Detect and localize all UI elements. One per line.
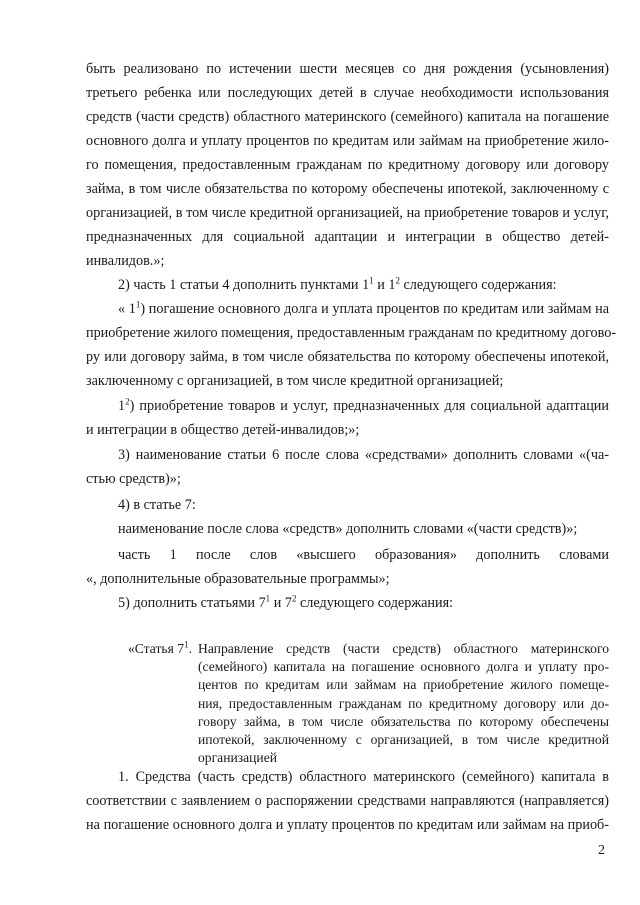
text-line: го помещения, предоставленным гражданам по кредитному договору или договору: [86, 157, 609, 173]
text-line: соответствии с заявлением о распоряжении средствами направляются (направляется): [86, 793, 609, 809]
superscript: 2: [291, 593, 297, 604]
article-title-line: ния, предоставленным гражданам по кредитному договору или до-: [198, 695, 609, 711]
item-2-text: следующего содержания:: [399, 277, 557, 293]
item-5-text: 5) дополнить статьями 7: [118, 595, 266, 611]
article-heading: [128, 640, 609, 767]
article-heading-first-line: [128, 640, 609, 658]
item-4-subpoint: часть 1 после слов «высшего образования» дополнить словами: [118, 547, 609, 563]
point-1-2: [118, 397, 609, 415]
point-text: « 1: [118, 301, 136, 317]
superscript: 1: [135, 299, 141, 310]
point-text: ) погашение основного долга и уплата процентов по кредитам или займам на: [140, 301, 609, 317]
text-line: стью средств)»;: [86, 471, 181, 487]
item-5-text: и 7: [270, 595, 292, 611]
clause-1: 1. Средства (часть средств) областного материнского (семейного) капитала в: [118, 769, 609, 785]
article-title-line: организацией: [198, 750, 278, 766]
text-line: ру или договору займа, в том числе обязательства по которому обеспечены ипотекой,: [86, 349, 609, 365]
article-title: Направление средств (части средств) областного материнского: [198, 641, 609, 656]
superscript: 2: [395, 275, 400, 286]
item-4-subpoint: наименование после слова «средств» дополнить словами «(части средств)»;: [118, 521, 578, 537]
text-line: инвалидов.»;: [86, 253, 165, 269]
item-2: [118, 276, 609, 294]
item-2-text: и 1: [373, 277, 396, 293]
text-line: заключенному с организацией, в том числе кредитной организацией;: [86, 373, 504, 389]
superscript: 2: [125, 396, 130, 407]
text-line: приобретение жилого помещения, предоставленным гражданам по кредитному догово-: [86, 325, 617, 341]
text-line: средств (части средств) областного материнского (семейного) капитала на погашение: [86, 109, 609, 125]
article-title-line: центов по кредитам или займам на приобретение жилого помеще-: [198, 677, 609, 693]
item-5: [118, 594, 609, 612]
text-line: «, дополнительные образовательные программы»;: [86, 571, 390, 587]
superscript: 1: [265, 593, 271, 604]
text-line: займа, в том числе обязательства по которому обеспечены ипотекой, заключенному с: [86, 181, 609, 197]
item-2-point: 1: [362, 277, 370, 293]
text-line: организацией, в том числе кредитной организацией, на приобретение товаров и услуг,: [86, 205, 609, 221]
text-line: предназначенных для социальной адаптации и интеграции в общество детей-: [86, 229, 609, 245]
page-number: 2: [598, 843, 605, 858]
item-4: 4) в статье 7:: [118, 497, 196, 513]
item-5-text: следующего содержания:: [296, 595, 454, 611]
article-title-line: ипотекой, заключенному с организацией, в том числе кредитной: [198, 732, 609, 748]
text-line: третьего ребенка или последующих детей в случае необходимости использования: [86, 85, 609, 101]
superscript: 1: [184, 639, 189, 650]
superscript: 1: [369, 275, 374, 286]
article-label: «Статья 7: [128, 641, 185, 656]
point-text: 1: [118, 398, 126, 414]
text-line: быть реализовано по истечении шести месяцев со дня рождения (усыновления): [86, 61, 609, 77]
text-line: основного долга и уплату процентов по кредитам или займам на приобретение жило-: [86, 133, 609, 149]
article-label: .: [188, 641, 192, 656]
item-3: 3) наименование статьи 6 после слова «средствами» дополнить словами «(ча-: [118, 447, 609, 463]
text-line: на погашение основного долга и уплату процентов по кредитам или займам на приоб-: [86, 817, 609, 833]
point-1-1: [118, 300, 609, 318]
text-line: и интеграции в общество детей-инвалидов;»;: [86, 422, 360, 438]
point-text: ) приобретение товаров и услуг, предназначенных для социальной адаптации: [129, 398, 609, 414]
article-title-line: говору займа, в том числе обязательства по которому обеспечены: [198, 713, 609, 729]
article-title-line: (семейного) капитала на погашение основного долга и уплату про-: [198, 659, 609, 675]
item-2-text: 2) часть 1 статьи 4 дополнить пунктами: [118, 277, 363, 293]
